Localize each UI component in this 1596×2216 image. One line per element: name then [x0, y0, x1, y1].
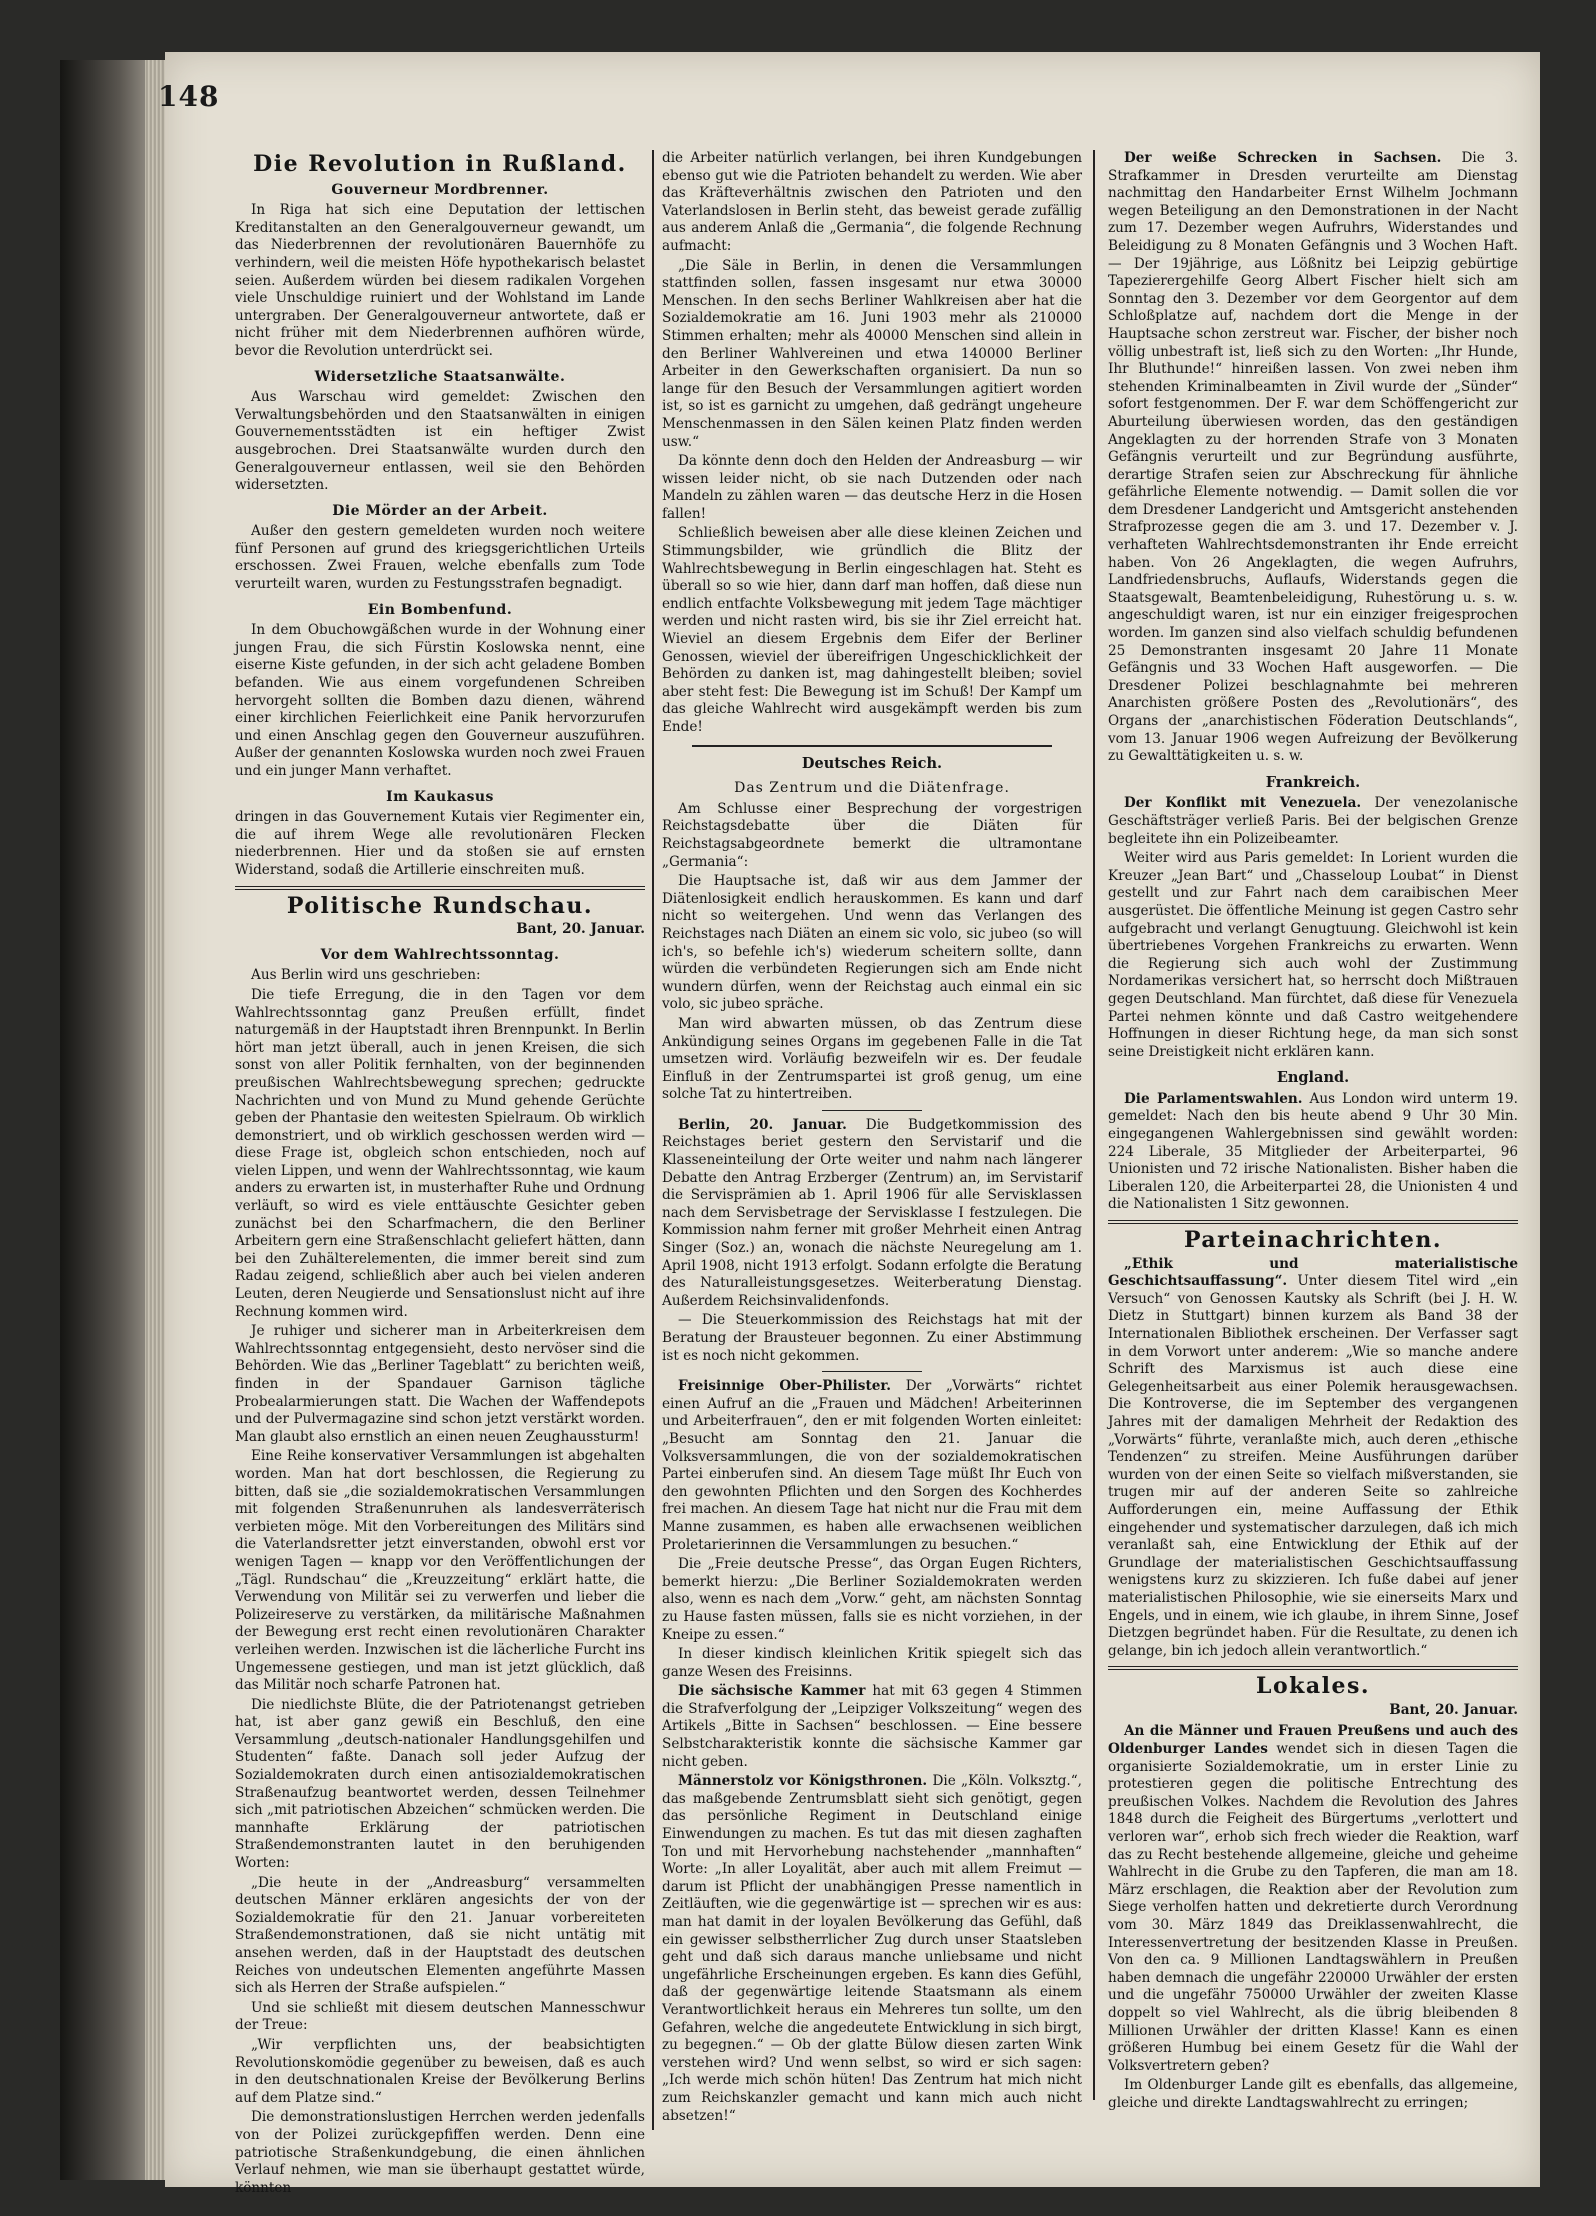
paragraph-body: Die Budgetkommission des Reichstages beriet gestern den Servistarif und die Klasseneinteilung der Orte weiter und nahm nach längerer Debatte den Antrag Erzberger (Zentrum) an, im Servistarif die Servisprämien ab 1. April 1906 für alle Servisklassen nach dem Servisbetrage der Servisklasse I festzulegen. Die Kommission nahm ferner mit großer Mehrheit einen Antrag Singer (Soz.) an, wonach die nächste Neuregelung am 1. April 1908, nicht 1913 erfolgt. Sodann erfolgte die Beratung des Naturalleistungsgesetzes. Weiterberatung Dienstag. Außerdem Reichsinvalidenfonds.	[662, 1116, 1082, 1309]
column-2	[662, 150, 1082, 2166]
lead-in: „Ethik und materialistische Geschichtsauffassung“.	[1108, 1255, 1518, 1290]
paragraph: Aus Berlin wird uns geschrieben:	[251, 967, 481, 984]
section-heading: Im Kaukasus	[386, 788, 494, 805]
paragraph: dringen in das Gouvernement Kutais vier Regimenter ein, die auf ihrem Wege alle revolutionären Flecken niederbrennen. Hier und da stoßen sie auf ernsten Widerstand, sodaß die Artillerie einschreiten muß.	[235, 809, 645, 878]
section-heading: England.	[1276, 1069, 1350, 1087]
section-heading: Deutsches Reich.	[801, 754, 943, 772]
lead-in: An die Männer und Frauen Preußens und auch des Oldenburger Landes	[1108, 1723, 1518, 1758]
lead-in: Freisinnige Ober-Philister.	[678, 1378, 892, 1395]
page-number: 148	[158, 80, 220, 113]
lead-in: Männerstolz vor Königsthronen.	[678, 1773, 928, 1790]
section-title: Lokales.	[1255, 1673, 1371, 1700]
paragraph-body: Der „Vorwärts“ richtet einen Aufruf an die „Frauen und Mädchen! Arbeiterinnen und Arbeiterfrauen“, den er mit folgenden Worten einleitet: „Besucht am Sonntag den 21. Januar die Volksversammlungen, die von der sozialdemokratischen Partei einberufen sind. An diesem Tage müßt Ihr Euch von den gewohnten Pflichten und den Sorgen des Kochherdes frei machen. An diesem Tage hat nicht nur die Frau mit dem Manne zusammen, es haben alle erwachsenen weiblichen Proletarierinnen die Versammlungen zu besuchen.“	[662, 1378, 1082, 1553]
article-heading: Das Zentrum und die Diätenfrage.	[734, 780, 1010, 797]
quote: Die Hauptsache ist, daß wir aus dem Jammer der Diätenlosigkeit endlich herauskommen. Es kann und darf nicht so weitergehen. Und wenn das Verlangen des Reichstages nach Diäten an einem sic volo, sic jubeo (so will ich's, so befehle ich's) wiederum scheitern sollte, dann würden die verbündeten Regierungen sich am Ende nicht wundern dürfen, wenn der Reichstag auch einmal ein sic volo, sic jubeo spräche.	[662, 873, 1082, 1013]
paragraph: Die niedlichste Blüte, die der Patriotenangst getrieben hat, ist aber ganz gewiß ein Beschluß, den eine Versammlung „deutsch-nationaler Handlungsgehilfen und Studenten“ faßte. Danach soll jeder Aufzug der Sozialdemokraten durch einen antisozialdemokratischen Straßenaufzug beantwortet werden, dessen Teilnehmer sich „mit patriotischen Abzeichen“ schmücken werden. Die mannhafte Erklärung der patriotischen Straßendemonstranten lautet in den beruhigenden Worten:	[235, 1696, 645, 1872]
section-title: Parteinachrichten.	[1183, 1227, 1443, 1254]
paragraph: Die „Freie deutsche Presse“, das Organ Eugen Richters, bemerkt hierzu: „Die Berliner Sozialdemokraten werden also, wenn es nach dem „Vorw.“ geht, am nächsten Sonntag zu Hause fasten müssen, falls sie es nicht vorziehen, in der Kneipe zu essen.“	[662, 1556, 1082, 1643]
paragraph-body: Die 3. Strafkammer in Dresden verurteilte am Dienstag nachmittag den Handarbeiter Ernst Wilhelm Jochmann wegen Beteiligung an den Demonstrationen in der Nacht zum 17. Dezember wegen Aufruhrs, Widerstandes und Beleidigung zu 8 Monaten Gefängnis und 3 Wochen Haft. — Der 19jährige, aus Lößnitz bei Leipzig gebürtige Tapezierergehilfe Georg Albert Fischer hielt sich am Sonntag den 3. Dezember vor dem Georgentor auf dem Schloßplatze auf, nachdem dort die Menge in der Hauptsache schon zerstreut war. Fischer, der bisher noch völlig unbestraft ist, ließ sich zu den Worten: „Ihr Hunde, Ihr Bluthunde!“ hinreißen lassen. Von zwei neben ihm stehenden Kriminalbeamten in Zivil wurde der „Sünder“ sofort festgenommen. Der F. war dem Schöffengericht zur Aburteilung überwiesen worden, das den geständigen Angeklagten zu der horrenden Strafe von 3 Monaten Gefängnis verurteilt und zur Begründung ausführte, derartige Strafen seien zur Abschreckung für ähnliche gefährliche Elemente notwendig. — Damit sollen die vor dem Dresdener Landgericht und Amtsgericht anstehenden Strafprozesse gegen die am 3. und 17. Dezember v. J. verhafteten Wahlrechtsdemonstranten ihr Ende erreicht haben. Von 26 Angeklagten, die wegen Aufruhrs, Landfriedensbruchs, Auflaufs, Widerstands gegen die Staatsgewalt, Beamtenbeleidigung, Ruhestörung u. s. w. angeschuldigt waren, ist nur ein einziger freigesprochen worden. Im ganzen sind also vielfach schuldig befundenen 25 Demonstranten insgesamt 20 Jahre 11 Monate Gefängnis und 33 Wochen Haft ausgeworfen. — Die Dresdener Polizei beschlagnahmte bei mehreren Anarchisten größere Posten des „Revolutionärs“, des Organs der „anarchistischen Föderation Deutschlands“, vom 13. Januar 1906 wegen Aufreizung der Bevölkerung zu Gewalttätigkeiten u. s. w.	[1108, 150, 1518, 765]
paragraph-body: Aus London wird unterm 19. gemeldet: Nach den bis heute abend 9 Uhr 30 Min. eingegangenen Wahlergebnissen sind gewählt worden: 224 Liberale, 35 Mitglieder der Arbeiterpartei, 96 Unionisten und 72 irische Nationalisten. Bisher haben die Liberalen 120, die Arbeiterpartei 28, die Unionisten 4 und die Nationalisten 1 Sitz gewonnen.	[1108, 1090, 1518, 1213]
lead-in: Die Parlamentswahlen.	[1124, 1090, 1303, 1107]
paragraph-body: Die „Köln. Volksztg.“, das maßgebende Zentrumsblatt sieht sich genötigt, gegen das persönliche Regiment in Deutschland einige Einwendungen zu machen. Es tut das mit diesen zaghaften Ton und mit Hervorhebung nachstehender „mannhaften“ Worte: „In aller Loyalität, aber auch mit allem Freimut — darum ist Pflicht der unabhängigen Presse namentlich in Zeitläuften, wie die gegenwärtige ist — sprechen wir es aus: man hat damit in der loyalen Bevölkerung das Gefühl, daß ein gewisser selbstherrlicher Zug durch unser Staatsleben geht und daß sich daraus manche unliebsame und nicht ungefährliche Erscheinungen ergeben. Es kann dies Gefühl, daß der gegenwärtige leitende Staatsmann als einem Verantwortlichkeit heraus ein Mehreres tun sollte, um den Gefahren, welche die angedeutete Entwicklung in sich birgt, zu begegnen.“ — Ob der glatte Bülow diesen zarten Wink verstehen wird? Und wenn selbst, so wird er sich sagen: „Ich werde mich schön hüten! Das Zentrum hat mich nicht zum Reichskanzler gemacht und kann mich auch nicht absetzen!“	[662, 1773, 1082, 2124]
dateline: Bant, 20. Januar.	[1389, 1701, 1518, 1718]
paragraph: In dieser kindisch kleinlichen Kritik spiegelt sich das ganze Wesen des Freisinns.	[662, 1646, 1082, 1680]
paragraph	[1108, 150, 1518, 766]
divider	[822, 1371, 922, 1372]
column-rule	[652, 150, 654, 2130]
section-heading: Ein Bombenfund.	[367, 601, 513, 618]
paragraph: Aus Warschau wird gemeldet: Zwischen den Verwaltungsbehörden und den Staatsanwälten in einigen Gouvernementsstädten ist ein heftiger Zwist ausgebrochen. Drei Staatsanwälte wurden durch den Generalgouverneur entlassen, weil sie den Behörden widersetzten.	[235, 389, 645, 494]
section-heading: Die Mörder an der Arbeit.	[332, 502, 548, 519]
paragraph	[662, 1683, 1082, 1771]
column-rule	[1093, 150, 1095, 2100]
section-heading: Widersetzliche Staatsanwälte.	[314, 368, 566, 385]
lead-in: Der Konflikt mit Venezuela.	[1124, 795, 1362, 812]
paragraph: Im Oldenburger Lande gilt es ebenfalls, das allgemeine, gleiche und direkte Landtagswahlrecht zu erringen;	[1108, 2077, 1518, 2111]
dateline: Bant, 20. Januar.	[516, 921, 645, 938]
paragraph-body: hat mit 63 gegen 4 Stimmen die Strafverfolgung der „Leipziger Volkszeitung“ wegen des Artikels „Bitte in Sachsen“ beschlossen. — Eine bessere Selbstcharakteristik konnte die sächsische Kammer gar nicht geben.	[662, 1683, 1083, 1770]
paragraph: — Die Steuerkommission des Reichstags hat mit der Beratung der Brausteuer begonnen. Zu einer Abstimmung ist es noch nicht gekommen.	[662, 1312, 1082, 1364]
paragraph: Und sie schließt mit diesem deutschen Mannesschwur der Treue:	[235, 1999, 645, 2034]
paragraph	[1108, 795, 1518, 848]
lead-in: Die sächsische Kammer	[678, 1683, 866, 1700]
divider	[1108, 1666, 1518, 1670]
column-3	[1108, 150, 1518, 2166]
divider	[1108, 1220, 1518, 1224]
book-binding	[60, 60, 145, 2180]
paragraph: Je ruhiger und sicherer man in Arbeiterkreisen dem Wahlrechtssonntag entgegensieht, desto nervöser sind die Behörden. Wie das „Berliner Tageblatt“ zu berichten weiß, finden in der Spandauer Garnison tägliche Probealarmierungen statt. Die Wachen der Waffendepots und der Pulvermagazine sind schon jetzt verstärkt worden. Man glaubt also ernstlich an einen neuen Zeughaussturm!	[235, 1323, 645, 1445]
paragraph: Weiter wird aus Paris gemeldet: In Lorient wurden die Kreuzer „Jean Bart“ und „Chasseloup Loubat“ in Dienst gestellt und zur Fahrt nach dem caraibischen Meer ausgerüstet. Die öffentliche Meinung ist gegen Castro sehr aufgebracht und verlangt Genugtuung. Gleichwohl ist kein übertriebenes Vorgehen Frankreichs zu erwarten. Wenn die Regierung sich auch wohl der Zustimmung Nordamerikas versichert hat, so herrscht doch Mißtrauen gegen Deutschland. Man fürchtet, daß diese für Venezuela Partei nehmen könnte und daß Castro weitgehendere Hoffnungen in dieser Richtung hege, da man sich sonst seine Dreistigkeit nicht erklären kann.	[1108, 850, 1518, 1060]
paragraph: Eine Reihe konservativer Versammlungen ist abgehalten worden. Man hat dort beschlossen, die Regierung zu bitten, daß sie „die sozialdemokratischen Versammlungen mit folgenden Straßenunruhen als landesverräterisch verbieten möge. Mit den Vorbereitungen des Militärs sind die Vaterlandsretter jetzt einverstanden, obwohl erst vor wenigen Tagen — knapp vor den Veröffentlichungen der „Tägl. Rundschau“ die „Kreuzzeitung“ erklärt hatte, die Verwendung von Militär sei zu verwerfen und lieber die Polizeireserve zu verstärken, da militärische Maßnahmen der Bewegung erst recht einen revolutionären Charakter verleihen werden. Inzwischen ist die lächerliche Furcht ins Ungemessene gestiegen, und man ist jetzt glücklich, daß das Militär noch scharfe Patronen hat.	[235, 1448, 645, 1694]
paragraph	[1108, 1091, 1518, 1214]
section-heading: Vor dem Wahlrechtssonntag.	[320, 946, 560, 963]
paragraph: Am Schlusse einer Besprechung der vorgestrigen Reichstagsdebatte über die Diäten für Reichstagsabgeordnete bemerkt die ultramontane „Germania“:	[662, 800, 1082, 870]
paragraph: die Arbeiter natürlich verlangen, bei ihren Kundgebungen ebenso gut wie die Patrioten behandelt zu werden. Wie aber das Kräfteverhältnis zwischen den Patrioten und den Vaterlandslosen in Berlin steht, das beweist gerade zufällig aus anderem Anlaß die „Germania“, die folgende Rechnung aufmacht:	[662, 150, 1082, 254]
paragraph-body: wendet sich in diesen Tagen die organisierte Sozialdemokratie, um in erster Linie zu protestieren gegen die politische Entrechtung des preußischen Volkes. Nachdem die Revolution des Jahres 1848 durch die Feigheit des Bürgertums „verlottert und verloren war“, erhob sich frech wieder die Reaktion, warf das zu Recht bestehende allgemeine, gleiche und geheime Wahlrecht in die Grube zu den Tapferen, die man am 18. März erschlagen, die Reaktion aber der Revolution zum Siege verholfen hatten und dekretierte durch Verordnung vom 30. März 1849 das Dreiklassenwahlrecht, die Interessenvertretung der besitzenden Klasse in Preußen. Von den ca. 9 Millionen Landtagswählern in Preußen haben demnach die ungefähr 220000 Urwähler der ersten und die ungefähr 750000 Urwähler der zweiten Klasse doppelt so viel Wahlrecht, als die übrig bleibenden 8 Millionen Urwähler der dritten Klasse! Kann es einen größeren Humbug bei einem Gesetz für die Wahl der Volksvertretern geben?	[1108, 1741, 1518, 2074]
page-stack-edge	[145, 60, 165, 2180]
paragraph	[1108, 1723, 1518, 2075]
paragraph: Die demonstrationslustigen Herrchen werden jedenfalls von der Polizei zurückgepfiffen werden. Denn eine patriotische Straßenkundgebung, die einen ähnlichen Verlauf nehmen, wie man sie überhaupt gestattet würde, könnten	[235, 2109, 645, 2196]
column-1	[235, 150, 645, 2196]
quote: „Die heute in der „Andreasburg“ versammelten deutschen Männer erklären angesichts der von der Sozialdemokratie für den 21. Januar vorbereiteten Straßendemonstrationen, daß sie nicht untätig mit ansehen werden, daß in der Hauptstadt des deutschen Reiches von undeutschen Elementen angeführte Massen sich als Herren der Straße aufspielen.“	[235, 1874, 645, 1997]
section-title: Politische Rundschau.	[286, 892, 594, 919]
paragraph	[1108, 1256, 1518, 1661]
paragraph-body: Der venezolanische Geschäftsträger verließ Paris. Bei der belgischen Grenze begleitete ihn ein Polizeibeamter.	[1108, 795, 1519, 847]
paragraph-body: Unter diesem Titel wird „ein Versuch“ von Genossen Kautsky als Schrift (bei J. H. W. Dietz in Stuttgart) binnen kurzem als Band 38 der Internationalen Bibliothek erscheinen. Der Verfasser sagt in dem Vorwort unter anderem: „Wie so manche andere Schrift des Marxismus ist auch diese eine Gelegenheitsarbeit aus einer Polemik herausgewachsen. Die Kontroverse, die im September des vergangenen Jahres mit der damaligen Mehrheit der Redaktion des „Vorwärts“ führte, veranlaßte mich, auch deren „ethische Tendenzen“ zu streifen. Meine Ausführungen darüber wurden von der einen Seite so vielfach mißverstanden, sie trugen mir auf der anderen Seite so zahlreiche Aufforderungen ein, meine Auffassung der Ethik eingehender und systematischer darzulegen, daß ich mich veranlaßt sah, eine Entwicklung der Ethik auf der Grundlage der materialistischen Geschichtsauffassung wenigstens kurz zu skizzieren. Ich fuße dabei auf jener materialistischen Philosophie, wie sie einerseits Marx und Engels, und in einem, wie ich glaube, in ihrem Sinne, Josef Dietzgen begründet haben. Für die Resultate, zu denen ich gelange, bin ich jedoch allein verantwortlich.“	[1108, 1273, 1518, 1659]
paragraph: In Riga hat sich eine Deputation der lettischen Kreditanstalten an den Generalgouverneur gewandt, um das Niederbrennen der revolutionären Bauernhöfe zu verhindern, weil die meisten Höfe hypothekarisch belastet seien. Außerdem würden bei diesem radikalen Vorgehen viele Unschuldige ruiniert und der Wohlstand im Lande untergraben. Der Generalgouverneur antwortete, daß er nicht früher mit dem Niederbrennen aufhören würde, bevor die Revolution unterdrückt sei.	[235, 202, 645, 359]
divider	[822, 1110, 922, 1111]
paragraph: Da könnte denn doch den Helden der Andreasburg — wir wissen leider nicht, ob sie nach Dutzenden oder nach Mandeln zu zählen waren — das deutsche Herz in die Hosen fallen!	[662, 453, 1082, 522]
lead-in: Berlin, 20. Januar.	[678, 1116, 847, 1133]
quote: „Die Säle in Berlin, in denen die Versammlungen stattfinden sollen, fassen insgesamt nur etwa 30000 Menschen. In den sechs Berliner Wahlkreisen aber hat die Sozialdemokratie am 16. Juni 1903 mehr als 210000 Stimmen erhalten; mehr als 40000 Menschen sind allein in den Berliner Wahlvereinen und etwa 140000 Berliner Arbeiter in den Gewerkschaften organisiert. Da nun so lange für den Besuch der Versammlungen agitiert worden ist, so ist es garnicht zu umgehen, daß gedrängt ungeheure Menschenmassen in den Sälen keinen Platz finden werden usw.“	[662, 257, 1082, 450]
paragraph	[662, 1117, 1082, 1311]
paragraph: Schließlich beweisen aber alle diese kleinen Zeichen und Stimmungsbilder, wie gründlich die Blitz der Wahlrechtsbewegung in Berlin eingeschlagen hat. Steht es überall so so wie hier, dann darf man hoffen, daß diese nun endlich entfachte Volksbewegung mit jedem Tage mächtiger werden und nicht rasten wird, bis sie ihr Ziel erreicht hat. Wieviel an diesem Ergebnis dem Eifer der Berliner Genossen, wieviel der übereifrigen Ungeschicklichkeit der Behörden zu danken ist, mag dahingestellt bleiben; soviel aber steht fest: Die Bewegung ist im Schuß! Der Kampf um das gleiche Wahlrecht wird ausgekämpft werden bis zum Ende!	[662, 525, 1082, 735]
paragraph: Man wird abwarten müssen, ob das Zentrum diese Ankündigung seines Organs im gegebenen Falle in die Tat umsetzen wird. Vorläufig bezweifeln wir es. Der feudale Einfluß in der Zentrumspartei ist groß genug, um eine solche Tat zu hintertreiben.	[662, 1015, 1082, 1103]
quote: „Wir verpflichten uns, der beabsichtigten Revolutionskomödie gegenüber zu beweisen, daß es auch in den deutschnationalen Kreise der Bevölkerung Berlins auf dem Platze sind.“	[235, 2036, 645, 2106]
section-heading: Gouverneur Mordbrenner.	[331, 181, 549, 198]
paragraph	[662, 1378, 1082, 1554]
paragraph: In dem Obuchowgäßchen wurde in der Wohnung einer jungen Frau, die sich Fürstin Koslowska nennt, eine eiserne Kiste gefunden, in der sich acht geladene Bomben befanden. Wie aus einem vorgefundenen Schreiben hervorgeht sollten die Bomben dazu dienen, während einer kirchlichen Feierlichkeit eine Panik hervorzurufen und einen Anschlag gegen den Gouverneur auszuführen. Außer der genannten Koslowska wurden noch zwei Frauen und ein junger Mann verhaftet.	[235, 622, 645, 779]
lead-in: Der weiße Schrecken in Sachsen.	[1124, 150, 1442, 166]
divider	[692, 745, 1052, 747]
article-title: Die Revolution in Rußland.	[253, 151, 627, 177]
paragraph	[662, 1773, 1082, 2125]
divider	[235, 886, 645, 890]
paragraph: Die tiefe Erregung, die in den Tagen vor dem Wahlrechtssonntag ganz Preußen erfüllt, findet naturgemäß in der Hauptstadt ihren Brennpunkt. In Berlin hört man jetzt überall, auch in jenen Kreisen, die sich sonst von aller Politik fernhalten, von der beginnenden preußischen Wahlrechtsbewegung sprechen; gedruckte Nachrichten und von Mund zu Mund gehende Gerüchte geben der Phantasie den weitesten Spielraum. Ob wirklich demonstriert, und ob wirklich geschossen werden wird — diese Frage ist, obgleich schon entschieden, noch auf vielen Lippen, und wenn der Wahlrechtssonntag, wie kaum anders zu erwarten ist, in musterhafter Ruhe und Ordnung verläuft, so wird es viele enttäuschte Gesichter geben zunächst bei den Scharfmachern, die den Berliner Arbeitern gern eine Straßenschlacht geliefert hätten, dann bei den Zuhälterelementen, die immer bereit sind zum Radau zeigend, schließlich aber auch bei vielen anderen Leuten, deren Neugierde und Sensationslust nicht auf ihre Rechnung kommen wird.	[235, 986, 645, 1320]
paragraph: Außer den gestern gemeldeten wurden noch weitere fünf Personen auf grund des kriegsgerichtlichen Urteils erschossen. Zwei Frauen, welche ebenfalls zum Tode verurteilt waren, wurden zu Festungsstrafen begnadigt.	[235, 523, 645, 593]
section-heading: Frankreich.	[1265, 773, 1361, 791]
